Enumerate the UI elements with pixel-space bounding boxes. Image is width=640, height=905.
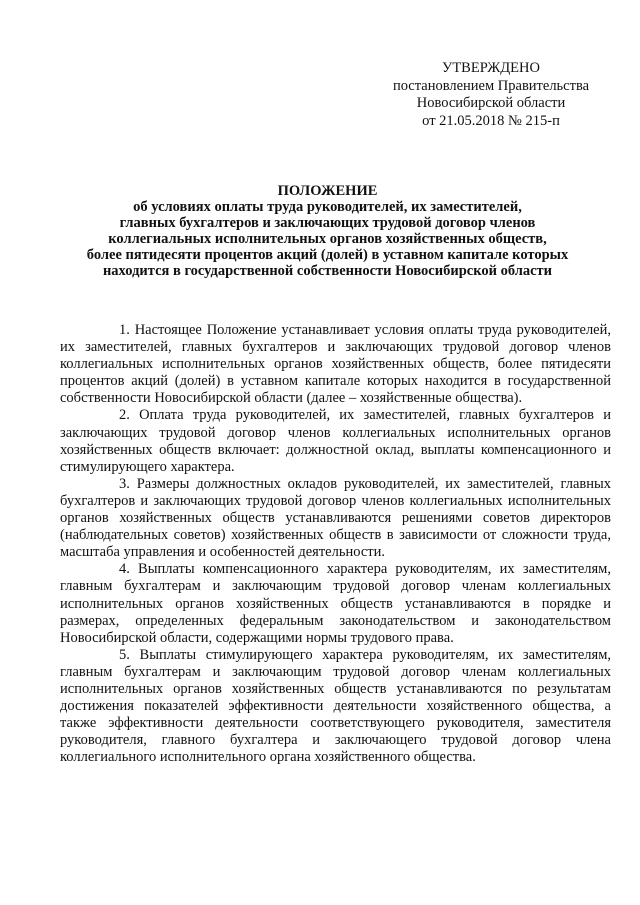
title-line: коллегиальных исполнительных органов хозяйственных обществ, (108, 231, 547, 247)
paragraph-4: 4. Выплаты компенсационного характера руководителям, их заместителям, главным бухгалтерам и заключающим трудовой договор членам коллегиальных исполнительных органов хозяйственных обществ устанавливаются в порядке и размерах, определенных федеральным законодательством и законодательством Новосибирской области, содержащими нормы трудового права. (60, 561, 611, 646)
title-line: об условиях оплаты труда руководителей, их заместителей, (133, 199, 522, 215)
title-line: главных бухгалтеров и заключающих трудовой договор членов (119, 215, 536, 231)
approval-issuer: постановлением Правительства (392, 77, 590, 94)
paragraph-2: 2. Оплата труда руководителей, их заместителей, главных бухгалтеров и заключающих трудовой договор членов коллегиальных исполнительных органов хозяйственных обществ включает: должностной оклад, выплаты компенсационного и стимулирующего характера. (60, 407, 611, 475)
title-line: более пятидесяти процентов акций (долей) в уставном капитале которых (86, 247, 569, 263)
paragraph-5: 5. Выплаты стимулирующего характера руководителям, их заместителям, главным бухгалтерам и заключающим трудовой договор членам коллегиальных исполнительных органов хозяйственных обществ устанавливаются по результатам достижения показателей эффективности деятельности хозяйственного общества, а также эффективности деятельности соответствующего руководителя, заместителя руководителя, главного бухгалтера и заключающего трудовой договор члена коллегиального исполнительного органа хозяйственного общества. (60, 646, 611, 766)
approval-heading: УТВЕРЖДЕНО (442, 60, 540, 76)
approval-stamp (372, 60, 610, 130)
approval-region: Новосибирской области (416, 95, 566, 111)
title-line: находится в государственной собственности Новосибирской области (102, 263, 553, 279)
paragraph-3: 3. Размеры должностных окладов руководителей, их заместителей, главных бухгалтеров и заключающих трудовой договор членов коллегиальных исполнительных органов хозяйственных обществ устанавливаются решениями советов директоров (наблюдательных советов) хозяйственных обществ в зависимости от сложности труда, масштаба управления и особенностей деятельности. (60, 475, 611, 561)
document-body (60, 322, 611, 766)
title-heading: ПОЛОЖЕНИЕ (277, 183, 378, 199)
approval-date-number: от 21.05.2018 № 215-п (422, 112, 560, 129)
paragraph-1: 1. Настоящее Положение устанавливает условия оплаты труда руководителей, их заместителей, главных бухгалтеров и заключающих трудовой договор членов коллегиальных исполнительных органов хозяйственных обществ, более пятидесяти процентов акций (долей) в уставном капитале которых находится в государственной собственности Новосибирской области (далее – хозяйственные общества). (60, 322, 611, 407)
document-title (40, 183, 615, 279)
